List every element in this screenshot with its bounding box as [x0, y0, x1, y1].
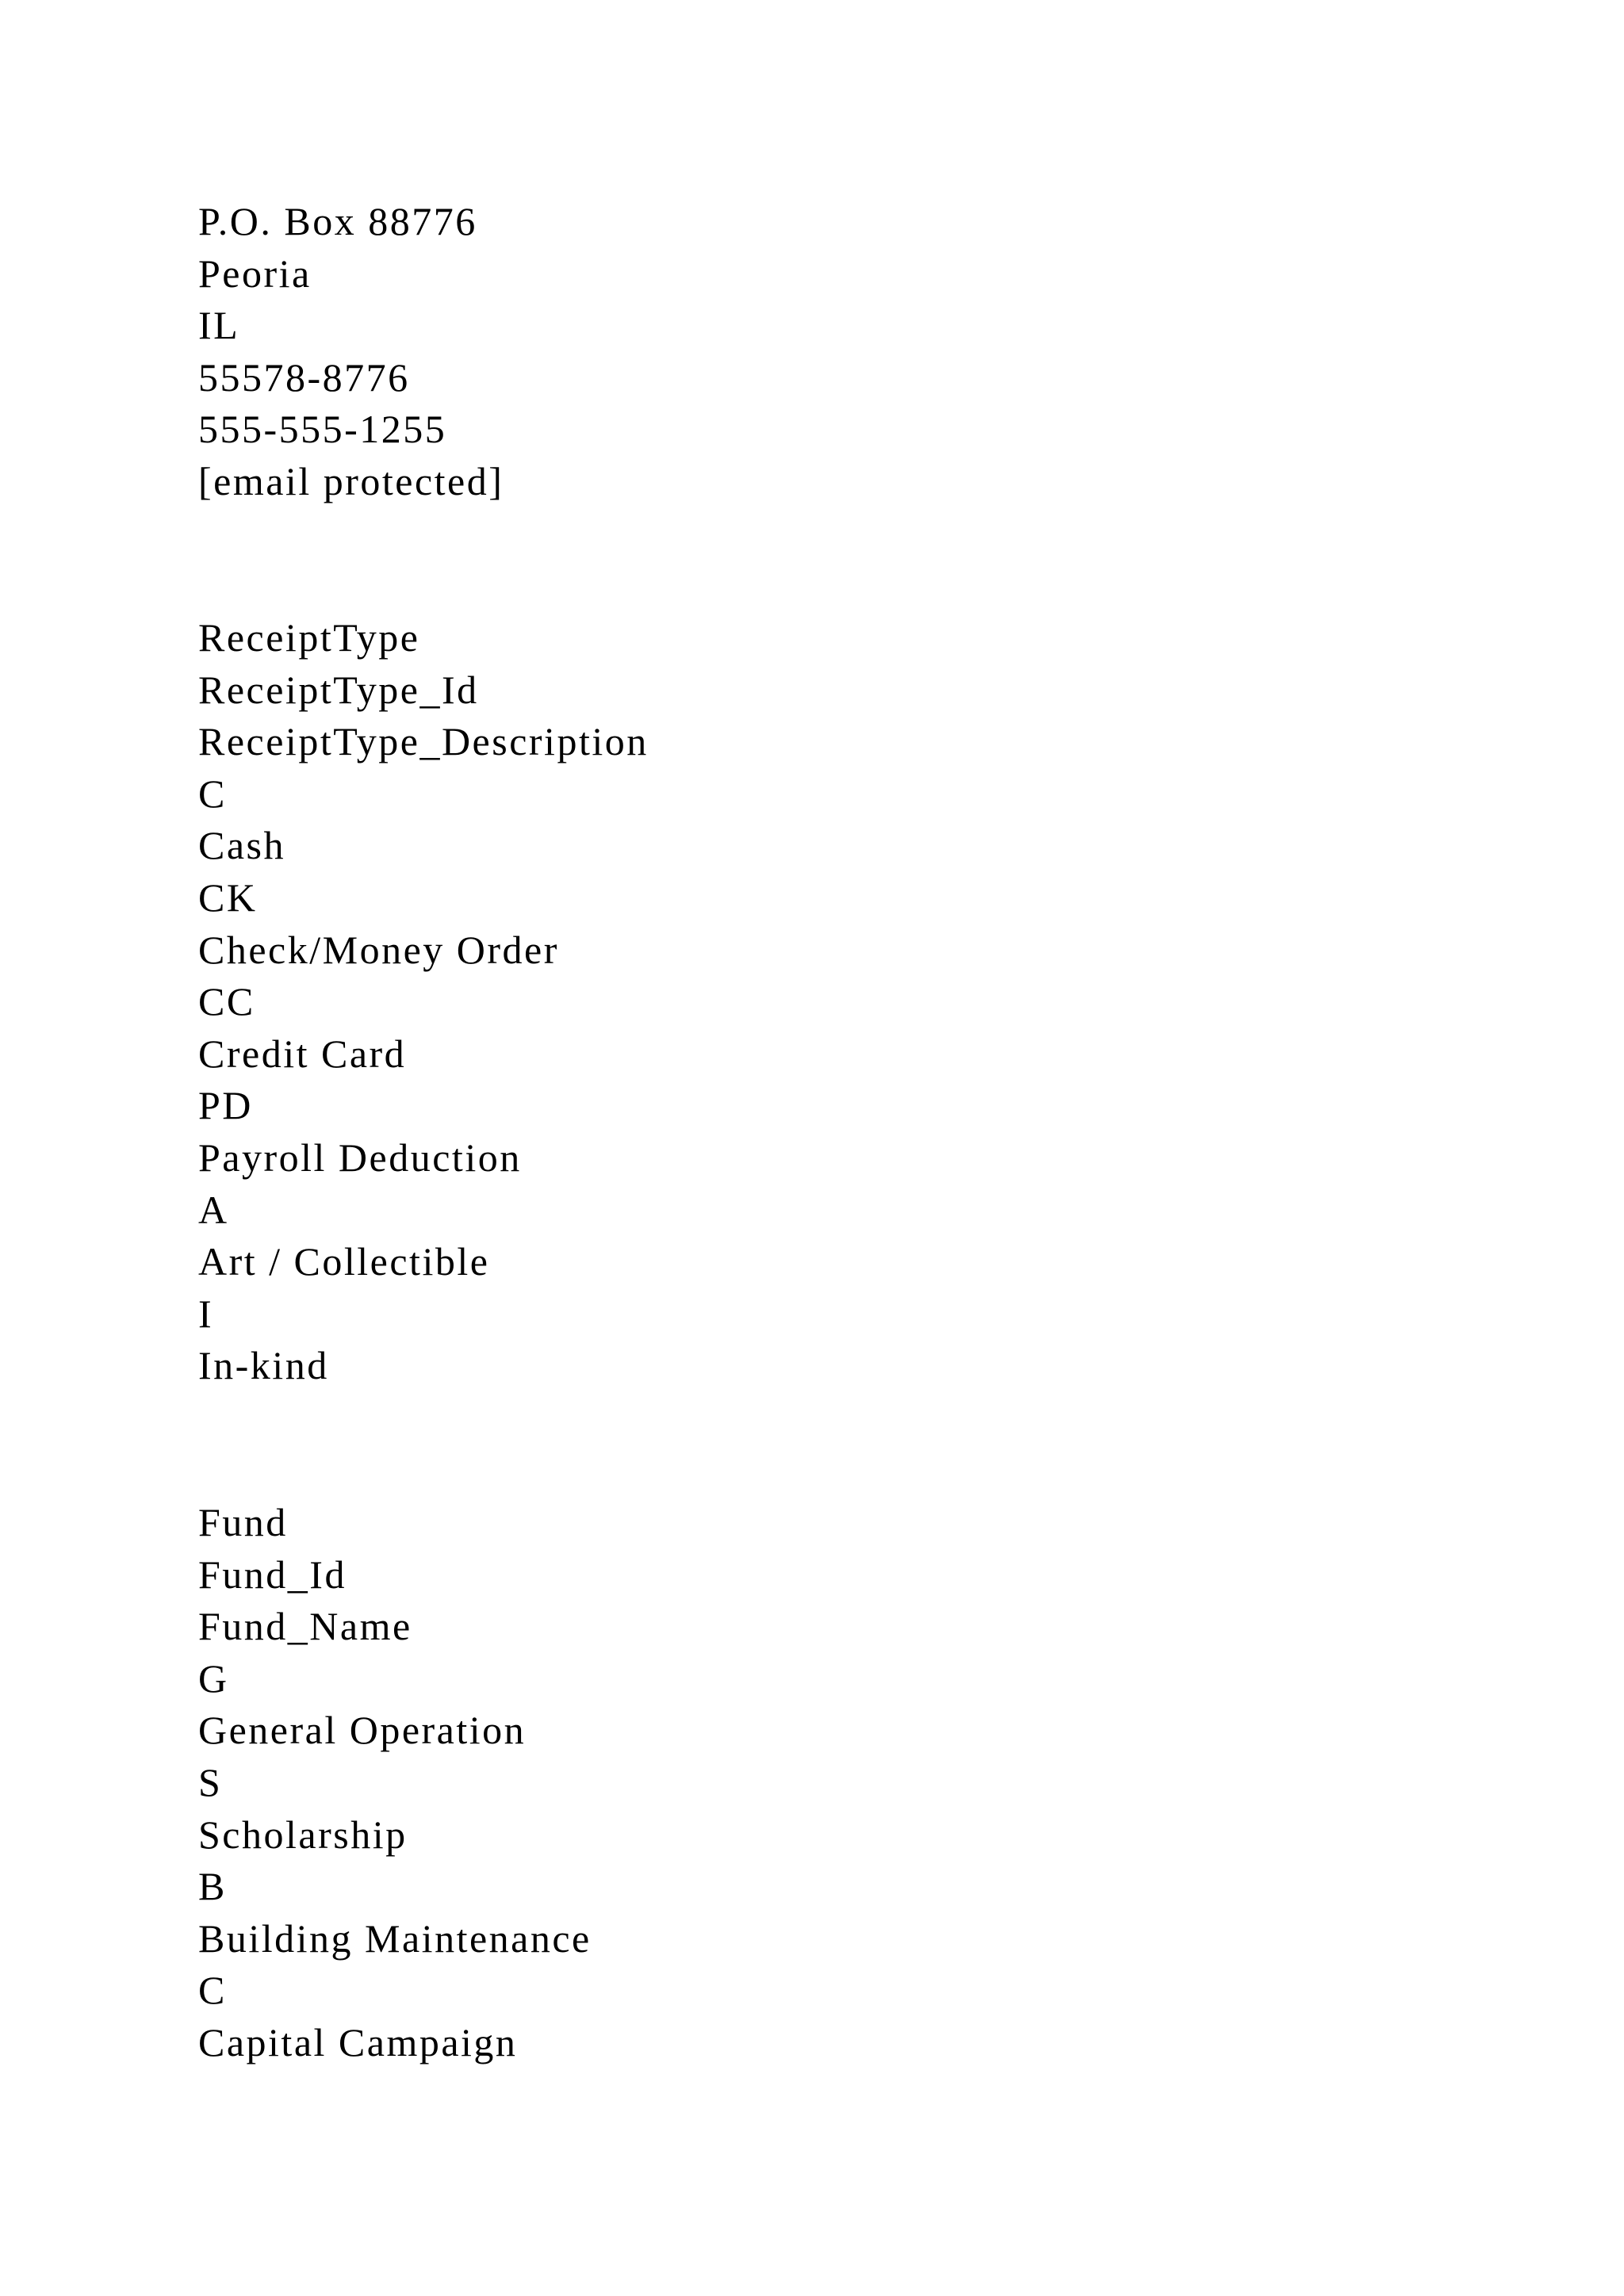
receipt-type-id: PD — [198, 1083, 253, 1128]
fund-id: C — [198, 1968, 227, 2013]
receipt-type-block — [198, 612, 649, 1392]
receipt-type-id: CK — [198, 874, 258, 920]
receipt-type-description: Payroll Deduction — [198, 1135, 522, 1180]
receipt-type-description: Credit Card — [198, 1031, 407, 1076]
fund-column-header: Fund_Name — [198, 1604, 412, 1649]
receipt-type-description: Check/Money Order — [198, 927, 559, 972]
address-line: 55578-8776 — [198, 354, 410, 400]
address-line: 555-555-1255 — [198, 407, 447, 452]
receipt-type-id: A — [198, 1187, 229, 1232]
fund-title: Fund — [198, 1500, 288, 1544]
receipt-type-id: C — [198, 771, 227, 816]
address-line: P.O. Box 88776 — [198, 199, 477, 243]
receipt-type-description: Cash — [198, 823, 285, 868]
fund-column-header: Fund_Id — [198, 1552, 347, 1597]
address-block — [198, 196, 504, 508]
fund-name: Scholarship — [198, 1812, 408, 1857]
address-line: Peoria — [198, 251, 312, 296]
fund-block — [198, 1497, 592, 2069]
receipt-type-id: CC — [198, 979, 255, 1024]
fund-id: S — [198, 1759, 223, 1804]
receipt-type-column-header: ReceiptType_Description — [198, 719, 649, 764]
receipt-type-description: Art / Collectible — [198, 1239, 490, 1284]
receipt-type-column-header: ReceiptType_Id — [198, 667, 479, 712]
fund-id: B — [198, 1864, 227, 1909]
fund-id: G — [198, 1655, 229, 1701]
address-line: [email protected] — [198, 458, 504, 503]
fund-name: General Operation — [198, 1708, 527, 1753]
receipt-type-id: I — [198, 1291, 214, 1336]
address-line: IL — [198, 303, 240, 348]
receipt-type-description: In-kind — [198, 1343, 329, 1388]
fund-name: Capital Campaign — [198, 2019, 518, 2064]
fund-name: Building Maintenance — [198, 1915, 592, 1961]
receipt-type-title: ReceiptType — [198, 615, 420, 660]
